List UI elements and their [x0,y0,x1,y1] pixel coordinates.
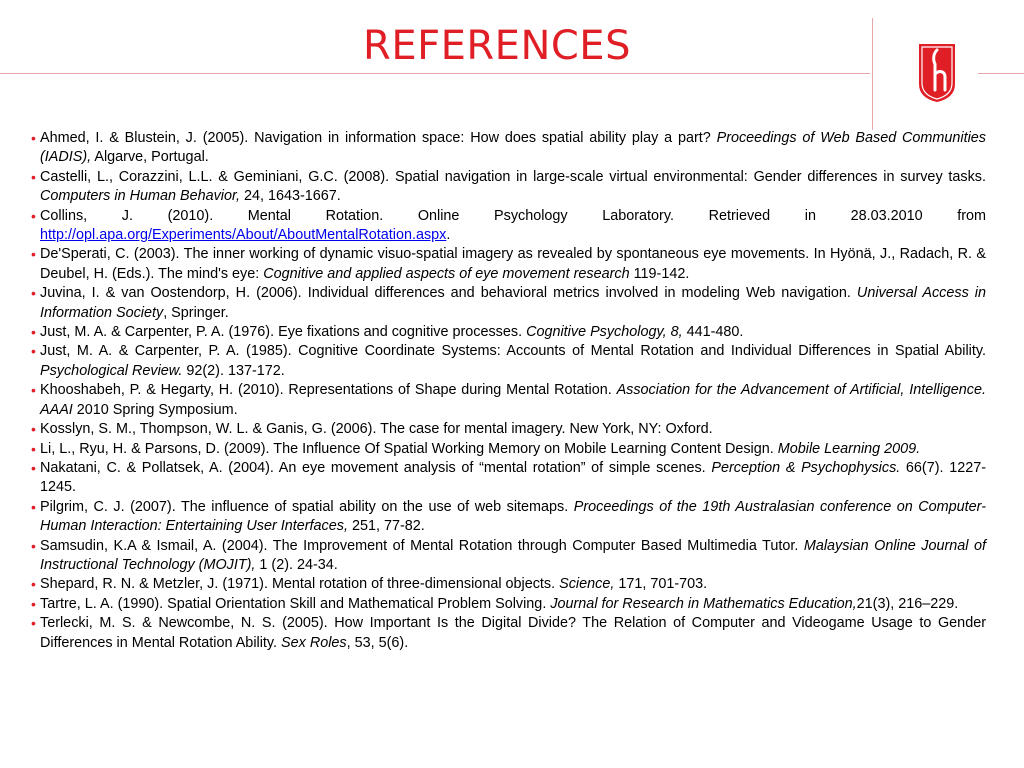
reference-source: Journal for Research in Mathematics Education, [550,595,857,612]
reference-item [31,207,986,246]
reference-item [31,537,986,576]
reference-authors-title: Samsudin, K.A & Ismail, A. (2004). The Improvement of Mental Rotation through Computer Based Multimedia Tutor. [40,537,804,554]
reference-item [31,440,986,459]
reference-source: Sex Roles [281,634,347,651]
reference-authors-title: Just, M. A. & Carpenter, P. A. (1976). Eye fixations and cognitive processes. [40,324,527,341]
reference-details: , 53, 5(6). [346,634,409,651]
header-rule-right [978,73,1024,74]
reference-details: . [446,227,451,244]
reference-details: 441-480. [682,324,744,341]
reference-authors-title: Li, L., Ryu, H. & Parsons, D. (2009). The Influence Of Spatial Working Memory on Mobile Learning Content Design. [40,440,778,457]
reference-text [40,440,986,459]
reference-item [31,323,986,342]
reference-item [31,459,986,498]
reference-text [40,245,986,284]
reference-source: Proceedings of Web Based Communities (IADIS), [40,130,986,166]
reference-text [40,342,986,381]
reference-details: 2010 Spring Symposium. [72,401,238,418]
reference-text [40,129,986,168]
reference-text [40,614,986,653]
reference-source: Psychological Review. [40,362,183,379]
reference-source: Association for the Advancement of Artificial, Intelligence. AAAI [40,382,986,418]
reference-authors-title: Ahmed, I. & Blustein, J. (2005). Navigation in information space: How does spatial ability play a part? [40,130,717,146]
reference-source: Cognitive Psychology, 8, [526,324,683,341]
reference-item [31,342,986,381]
header-rule-left [0,73,870,74]
reference-authors-title: Shepard, R. N. & Metzler, J. (1971). Mental rotation of three-dimensional objects. [40,576,560,593]
reference-authors-title: Terlecki, M. S. & Newcombe, N. S. (2005). How Important Is the Digital Divide? The Relation of Computer and Videogame Usage to Gender Differences in Mental Rotation Ability. [40,615,986,651]
reference-details: 92(2). 137-172. [182,362,285,379]
reference-authors-title: Just, M. A. & Carpenter, P. A. (1985). Cognitive Coordinate Systems: Accounts of Mental Rotation and Individual Differences in Spatial Ability. [40,343,986,360]
reference-item [31,284,986,323]
reference-details: 66(7). 1227-1245. [40,459,986,496]
reference-details: 251, 77-82. [347,518,425,535]
reference-item [31,420,986,439]
reference-authors-title: Tartre, L. A. (1990). Spatial Orientation Skill and Mathematical Problem Solving. [40,595,551,612]
reference-text [40,498,986,537]
reference-details: 21(3), 216–229. [856,595,959,612]
reference-source: Perception & Psychophysics. [711,459,901,476]
reference-details: Algarve, Portugal. [91,149,209,166]
reference-item [31,129,986,168]
reference-details: 119-142. [629,265,690,282]
reference-item [31,168,986,207]
reference-item [31,614,986,653]
reference-text [40,381,986,420]
reference-text [40,459,986,498]
reference-item [31,498,986,537]
reference-text [40,284,986,323]
reference-item [31,381,986,420]
page-title: REFERENCES [363,23,631,69]
reference-source: Computers in Human Behavior, [40,188,240,205]
reference-source: Proceedings of the 19th Australasian conference on Computer-Human Interaction: Entertaining User Interfaces, [40,498,986,535]
reference-text [40,595,986,614]
reference-authors-title: Kosslyn, S. M., Thompson, W. L. & Ganis, G. (2006). The case for mental imagery. New York, NY: Oxford. [40,421,713,438]
reference-details: , Springer. [163,304,229,321]
reference-text [40,207,986,246]
reference-text [40,575,986,594]
university-crest-icon [916,40,958,104]
reference-source: Mobile Learning 2009. [777,440,921,457]
reference-item [31,595,986,614]
reference-details: 24, 1643-1667. [239,188,341,205]
reference-authors-title: Nakatani, C. & Pollatsek, A. (2004). An eye movement analysis of “mental rotation” of simple scenes. [40,459,712,476]
reference-authors-title: Castelli, L., Corazzini, L.L. & Geminiani, G.C. (2008). Spatial navigation in large-scale virtual environmental: Gender differences in survey tasks. [40,168,986,185]
reference-authors-title: De'Sperati, C. (2003). The inner working of dynamic visuo-spatial imagery as revealed by spontaneous eye movements. In Hyönä, J., Radach, R. & Deubel, H. (Eds.). The mind's eye: [40,246,986,282]
reference-authors-title: Khooshabeh, P. & Hegarty, H. (2010). Representations of Shape during Mental Rotation. [40,382,617,399]
reference-source: Malaysian Online Journal of Instructional Technology (MOJIT), [40,537,986,573]
reference-link[interactable]: http://opl.apa.org/Experiments/About/AboutMentalRotation.aspx [40,227,447,244]
reference-details: 1 (2). 24-34. [255,556,338,573]
reference-text [40,168,986,207]
reference-text [40,323,986,342]
reference-source: Cognitive and applied aspects of eye movement research [263,265,630,282]
reference-item [31,575,986,594]
reference-list [31,129,986,653]
reference-item [31,245,986,284]
reference-source: Science, [559,576,615,593]
reference-details: 171, 701-703. [614,576,708,593]
reference-authors-title: Juvina, I. & van Oostendorp, H. (2006). Individual differences and behavioral metrics involved in modeling Web navigation. [40,285,857,302]
reference-text [40,420,986,439]
reference-authors-title: Pilgrim, C. J. (2007). The influence of spatial ability on the use of web sitemaps. [40,498,574,515]
reference-text [40,537,986,576]
reference-source: Universal Access in Information Society [40,285,986,321]
reference-authors-title: Collins, J. (2010). Mental Rotation. Online Psychology Laboratory. Retrieved in 28.03.2010 from [40,207,986,224]
